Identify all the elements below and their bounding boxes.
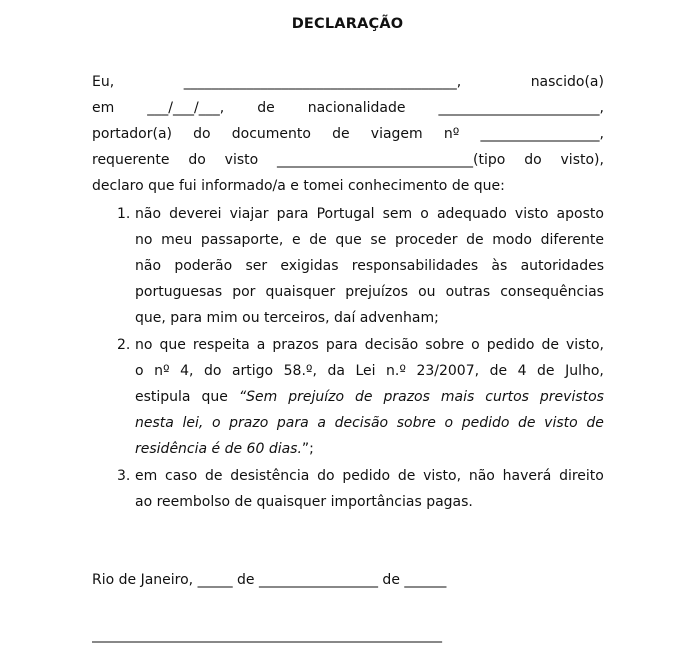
word: nesta	[135, 415, 174, 431]
word: o	[135, 363, 144, 379]
word: nascido(a)	[530, 74, 604, 90]
word: a	[256, 337, 266, 353]
word: por	[232, 284, 256, 300]
word: portuguesas	[135, 284, 223, 300]
word: sobre	[396, 415, 436, 431]
word: de	[537, 363, 555, 379]
word: pedido	[486, 337, 535, 353]
word: o	[444, 415, 454, 431]
word: pedido	[461, 415, 510, 431]
word: curtos	[485, 389, 529, 405]
word: do	[203, 363, 222, 379]
word: decisão	[364, 337, 419, 353]
item-2-line-1	[135, 332, 604, 358]
item-3-line-2: ao reembolso de quaisquer importâncias pagas.	[135, 494, 473, 510]
word: artigo	[231, 363, 274, 379]
word: viagem	[370, 126, 423, 142]
item-number: 2.	[117, 337, 131, 353]
word: em	[135, 468, 158, 484]
word: responsabilidades	[351, 258, 479, 274]
word: no	[135, 337, 153, 353]
word: respeita	[192, 337, 250, 353]
word: prazos	[383, 389, 430, 405]
word: autoridades	[520, 258, 604, 274]
word: às	[491, 258, 508, 274]
document-title: DECLARAÇÃO	[291, 16, 404, 32]
word: mais	[440, 389, 475, 405]
word: do	[193, 126, 211, 142]
word: haverá	[502, 468, 552, 484]
word: Julho,	[565, 363, 604, 379]
word: visto,	[423, 468, 462, 484]
word: aposto	[556, 206, 604, 222]
word: lei,	[182, 415, 204, 431]
word: portador(a)	[92, 126, 172, 142]
word: do	[524, 152, 542, 168]
word: visto),	[560, 152, 604, 168]
word: se	[370, 232, 387, 248]
word: visto	[514, 206, 549, 222]
word: outras	[445, 284, 491, 300]
word: de	[466, 232, 484, 248]
word: que	[159, 337, 186, 353]
word: visto	[544, 415, 578, 431]
signature-line: __________________________________________________	[92, 627, 442, 643]
word: 58.º,	[283, 363, 317, 379]
word: 4,	[180, 363, 194, 379]
close-quote-mark: ”;	[301, 441, 314, 457]
word: prazo	[229, 415, 269, 431]
word: o	[471, 337, 480, 353]
intro-line-2	[92, 95, 604, 121]
intro-line-4	[92, 147, 604, 173]
word: estipula	[135, 389, 191, 405]
item-2-line-5	[135, 436, 604, 462]
word: prejuízos	[345, 284, 408, 300]
word: que	[201, 389, 228, 405]
word: de	[257, 100, 275, 116]
word: sobre	[425, 337, 465, 353]
word: quaisquer	[265, 284, 336, 300]
visa-type-blank: ____________________________(tipo	[277, 152, 506, 168]
item-number: 1.	[117, 206, 131, 222]
nationality-blank: _______________________,	[438, 100, 604, 116]
word: poderão	[174, 258, 233, 274]
item-number: 3.	[117, 468, 131, 484]
name-blank: _______________________________________,	[183, 74, 462, 90]
word: de	[309, 232, 327, 248]
item-1-line-1	[135, 201, 604, 227]
word: meu	[161, 232, 193, 248]
word: nº	[443, 126, 460, 142]
word: em	[92, 100, 115, 116]
word: que	[335, 232, 362, 248]
birthdate-blank: ___/___/___,	[147, 100, 225, 116]
word: Sem	[246, 389, 278, 405]
word: deverei	[169, 206, 222, 222]
item-2-line-2	[135, 358, 604, 384]
word: não	[135, 206, 162, 222]
word: 23/2007,	[416, 363, 480, 379]
word: da	[327, 363, 345, 379]
word: de	[489, 363, 508, 379]
word: sem	[382, 206, 413, 222]
word: desistência	[230, 468, 310, 484]
word: ou	[418, 284, 436, 300]
word: a	[317, 415, 326, 431]
word: viajar	[229, 206, 269, 222]
word: pedido	[342, 468, 391, 484]
word: proceder	[395, 232, 458, 248]
intro-line-3	[92, 121, 604, 147]
word: o	[211, 415, 221, 431]
word: de	[355, 389, 373, 405]
word: para	[325, 337, 358, 353]
word: passaporte,	[200, 232, 284, 248]
word: não	[468, 468, 495, 484]
word: n.º	[386, 363, 406, 379]
word: direito	[559, 468, 604, 484]
item-3-line-1	[135, 463, 604, 489]
word: adequado	[436, 206, 507, 222]
word: o	[420, 206, 429, 222]
travel-document-blank: _________________,	[480, 126, 604, 142]
word: do	[317, 468, 335, 484]
word: nº	[154, 363, 170, 379]
word: prazos	[272, 337, 319, 353]
word: consequências	[500, 284, 604, 300]
word: de	[332, 126, 350, 142]
word: não	[135, 258, 162, 274]
word: previstos	[539, 389, 604, 405]
open-quote-mark: “	[238, 389, 247, 405]
item-1-line-4	[135, 279, 604, 305]
word: decisão	[334, 415, 389, 431]
word: Eu,	[92, 74, 115, 90]
word: prejuízo	[288, 389, 345, 405]
word: modo	[492, 232, 532, 248]
word: de	[397, 468, 416, 484]
quote-start	[239, 384, 277, 410]
item-1-line-3	[135, 253, 604, 279]
intro-line-5: declaro que fui informado/a e tomei conhecimento de que:	[92, 178, 505, 194]
word: no	[135, 232, 153, 248]
item-2-line-3	[135, 384, 604, 410]
word: exigidas	[280, 258, 339, 274]
word: caso	[165, 468, 198, 484]
word: nacionalidade	[307, 100, 406, 116]
word: 4	[517, 363, 527, 379]
intro-line-1	[92, 69, 604, 95]
place-date-line: Rio de Janeiro, _____ de _________________ de ______	[92, 572, 447, 588]
word: visto	[224, 152, 259, 168]
word: visto,	[566, 337, 604, 353]
word: Portugal	[316, 206, 375, 222]
word: diferente	[540, 232, 604, 248]
word: de	[204, 468, 223, 484]
word: para	[276, 415, 309, 431]
word: Lei	[355, 363, 376, 379]
word: de	[586, 415, 604, 431]
item-1-line-5: que, para mim ou terceiros, daí advenham;	[135, 310, 439, 326]
word: do	[188, 152, 206, 168]
word: de	[518, 415, 536, 431]
word: e	[291, 232, 301, 248]
word: para	[276, 206, 309, 222]
word: de	[541, 337, 559, 353]
word: ser	[245, 258, 268, 274]
item-2-line-4	[135, 410, 604, 436]
word: requerente	[92, 152, 170, 168]
quote-end: residência é de 60 dias.	[135, 441, 302, 457]
item-1-line-2	[135, 227, 604, 253]
word: documento	[231, 126, 311, 142]
